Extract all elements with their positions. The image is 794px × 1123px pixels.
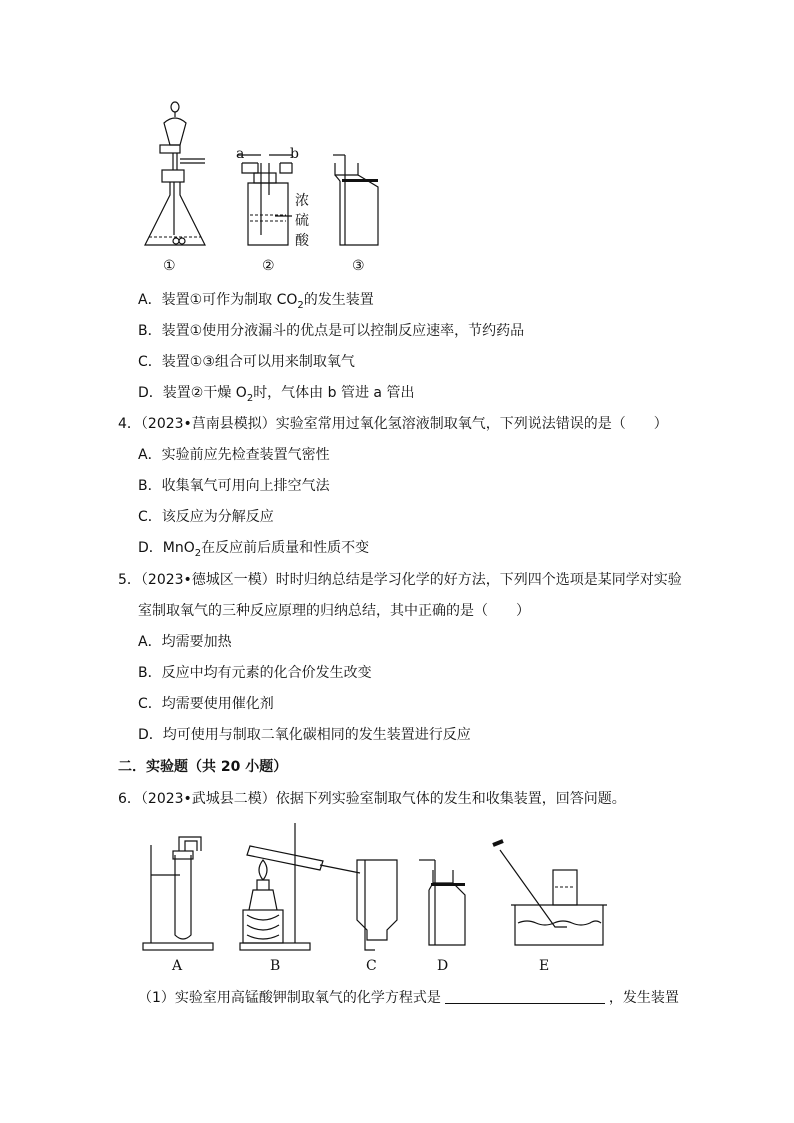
q5-stem-line1: 5．（2023•德城区一模）时时归纳总结是学习化学的好方法，下列四个选项是某同学对实验 xyxy=(118,572,682,588)
q3-option-d-prefix: D．装置②干燥 O xyxy=(138,385,247,401)
q5-option-a: A．均需要加热 xyxy=(138,634,232,650)
q4-option-d-suffix: 在反应前后质量和性质不变 xyxy=(201,540,370,556)
q3-option-a-prefix: A．装置①可作为制取 CO xyxy=(138,292,298,308)
apparatus-c-bottle xyxy=(357,860,397,950)
figure-label-d: D xyxy=(437,958,449,974)
q3-option-c: C．装置①③组合可以用来制取氧气 xyxy=(138,354,355,370)
figure-label-a: A xyxy=(172,958,183,974)
q6-part1-suffix: ，发生装置 xyxy=(608,990,679,1006)
q5-stem-line2: 室制取氧气的三种反应原理的归纳总结，其中正确的是（ ） xyxy=(138,603,530,619)
q6-stem: 6．（2023•武城县二模）依据下列实验室制取气体的发生和收集装置，回答问题。 xyxy=(118,791,626,807)
q3-option-d-suffix: 时，气体由 b 管进 a 管出 xyxy=(253,385,415,401)
apparatus-2-wash-bottle xyxy=(238,155,292,245)
liquid-label-1: 浓 xyxy=(295,193,309,209)
section-2-title: 二．实验题（共 20 小题） xyxy=(118,759,288,775)
q3-option-d xyxy=(138,383,414,409)
q4-option-b: B．收集氧气可用向上排空气法 xyxy=(138,478,330,494)
figure-label-1: ① xyxy=(163,258,176,274)
figure-label-b: B xyxy=(270,958,281,974)
liquid-label-3: 酸 xyxy=(295,233,309,249)
figure-label-c: C xyxy=(366,958,377,974)
q4-option-a: A．实验前应先检查装置气密性 xyxy=(138,447,330,463)
apparatus-a-stand-tube xyxy=(143,837,213,950)
q3-option-a-sub: 2 xyxy=(297,299,304,311)
liquid-label-2: 硫 xyxy=(295,213,309,229)
q5-option-d: D．均可使用与制取二氧化碳相同的发生装置进行反应 xyxy=(138,727,471,743)
q6-part1-prefix: （1）实验室用高锰酸钾制取氧气的化学方程式是 xyxy=(138,990,441,1006)
q3-option-a-suffix: 的发生装置 xyxy=(303,292,374,308)
figure-label-2: ② xyxy=(262,258,275,274)
q3-option-a xyxy=(138,290,374,316)
tube-label-a: a xyxy=(236,146,245,162)
apparatus-figure-1 xyxy=(130,95,420,255)
q6-part1-answer-blank[interactable] xyxy=(445,989,605,1004)
q5-option-c: C．均需要使用催化剂 xyxy=(138,696,274,712)
q4-option-d-prefix: D．MnO xyxy=(138,540,195,556)
q5-option-b: B．反应中均有元素的化合价发生改变 xyxy=(138,665,372,681)
q3-option-b: B．装置①使用分液漏斗的优点是可以控制反应速率，节约药品 xyxy=(138,323,525,339)
q3-option-d-sub: 2 xyxy=(246,392,254,404)
figure-label-3: ③ xyxy=(352,258,365,274)
tube-label-b: b xyxy=(290,146,299,162)
figure-label-e: E xyxy=(539,958,550,974)
apparatus-1-flask xyxy=(145,102,205,245)
apparatus-figure-2 xyxy=(135,815,605,955)
q4-option-d xyxy=(138,538,369,564)
q4-option-c: C．该反应为分解反应 xyxy=(138,509,274,525)
apparatus-e-water-trough xyxy=(493,841,607,945)
apparatus-3-gas-bottle xyxy=(333,155,378,245)
apparatus-d-gas-bottle xyxy=(419,860,465,945)
q6-part1 xyxy=(138,988,679,1008)
q4-stem: 4．（2023•莒南县模拟）实验室常用过氧化氢溶液制取氧气，下列说法错误的是（ ） xyxy=(118,416,668,432)
q4-option-d-sub: 2 xyxy=(194,547,202,559)
apparatus-b-heating-setup xyxy=(240,823,360,950)
